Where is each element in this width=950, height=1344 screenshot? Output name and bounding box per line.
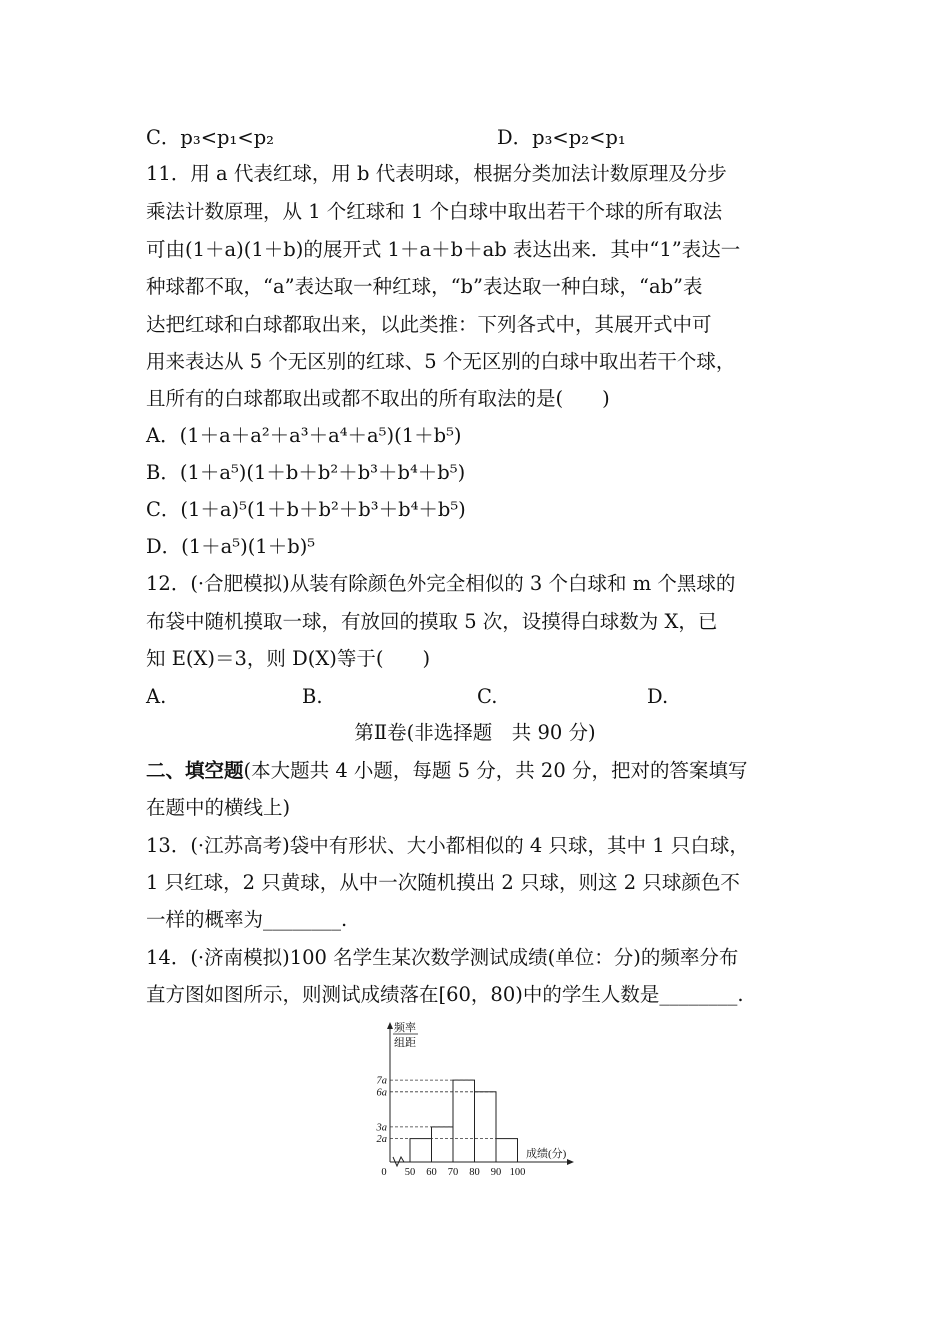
x-tick-label: 60 [426,1167,437,1178]
y-tick-label: 7a [376,1075,387,1087]
part2-heading-rest: (本大题共 4 小题，每题 5 分，共 20 分，把对的答案填写 [243,759,748,782]
y-axis-arrow-icon [387,1022,393,1029]
histogram-bar [496,1139,518,1162]
q12-line-3: 知 E(X)＝3，则 D(X)等于( ) [146,647,431,670]
q10-option-c: C．p₃<p₁<p₂ [146,126,274,149]
q11-line-7: 且所有的白球都取出或都不取出的所有取法的是( ) [146,387,610,410]
part2-heading: 二、填空题 [146,759,244,782]
x-axis-arrow-icon [567,1159,574,1165]
q13-line-3: 一样的概率为________. [146,908,348,931]
x-tick-label: 70 [447,1167,459,1178]
q11-line-2: 乘法计数原理，从 1 个红球和 1 个白球中取出若干个球的所有取法 [146,200,723,223]
q11-option-a: A．(1＋a＋a²＋a³＋a⁴＋a⁵)(1＋b⁵) [146,424,462,447]
q11-line-4: 种球都不取，“a”表达取一种红球，“b”表达取一种白球，“ab”表 [146,275,703,298]
y-tick-label: 2a [376,1134,387,1146]
x-axis-label: 成绩(分) [526,1148,567,1160]
q12-option-a: A. [146,685,167,708]
q12-line-1: 12．(·合肥模拟)从装有除颜色外完全相似的 3 个白球和 m 个黑球的 [146,572,736,595]
y-label-bottom: 组距 [394,1037,416,1049]
q10-option-d: D．p₃<p₂<p₁ [497,126,626,149]
q11-line-5: 达把红球和白球都取出来，以此类推：下列各式中，其展开式中可 [146,313,712,336]
q12-option-b: B. [302,685,323,708]
q14-line-1: 14．(·济南模拟)100 名学生某次数学测试成绩(单位：分)的频率分布 [146,946,739,969]
part2-heading-line [146,759,747,783]
x-tick-label: 50 [404,1167,416,1178]
y-label-top: 频率 [394,1022,416,1034]
y-tick-label: 6a [376,1087,387,1099]
x-tick-label: 90 [490,1167,502,1178]
q11-option-b: B．(1＋a⁵)(1＋b＋b²＋b³＋b⁴＋b⁵) [146,461,466,484]
q14-line-2: 直方图如图所示，则测试成绩落在[60，80)中的学生人数是________. [146,983,744,1006]
q11-line-6: 用来表达从 5 个无区别的红球、5 个无区别的白球中取出若干个球， [146,350,736,373]
part2-line-2: 在题中的横线上) [146,796,291,819]
histogram-bar [453,1080,475,1162]
q11-line-1: 11．用 a 代表红球，用 b 代表明球，根据分类加法计数原理及分步 [146,162,727,185]
section-title: 第Ⅱ卷(非选择题 共 90 分) [354,721,596,744]
y-tick-label: 3a [376,1122,387,1134]
histogram-bar [410,1139,432,1162]
q12-line-2: 布袋中随机摸取一球，有放回的摸取 5 次，设摸得白球数为 X，已 [146,610,718,633]
origin-label: 0 [381,1167,387,1178]
q12-option-c: C. [477,685,498,708]
q12-option-d: D. [647,685,669,708]
histogram-bar [432,1127,454,1162]
q11-option-c: C．(1＋a)⁵(1＋b＋b²＋b³＋b⁴＋b⁵) [146,498,466,521]
q11-option-d: D．(1＋a⁵)(1＋b)⁵ [146,535,316,558]
x-tick-label: 80 [469,1167,480,1178]
q13-line-2: 1 只红球，2 只黄球，从中一次随机摸出 2 只球，则这 2 只球颜色不 [146,871,740,894]
q11-line-3: 可由(1＋a)(1＋b)的展开式 1＋a＋b＋ab 表达出来．其中“1”表达一 [146,238,741,261]
histogram-bar [475,1092,497,1162]
x-tick-label: 100 [509,1167,526,1178]
frequency-histogram [360,1020,590,1200]
q13-line-1: 13．(·江苏高考)袋中有形状、大小都相似的 4 只球，其中 1 只白球， [146,834,749,857]
